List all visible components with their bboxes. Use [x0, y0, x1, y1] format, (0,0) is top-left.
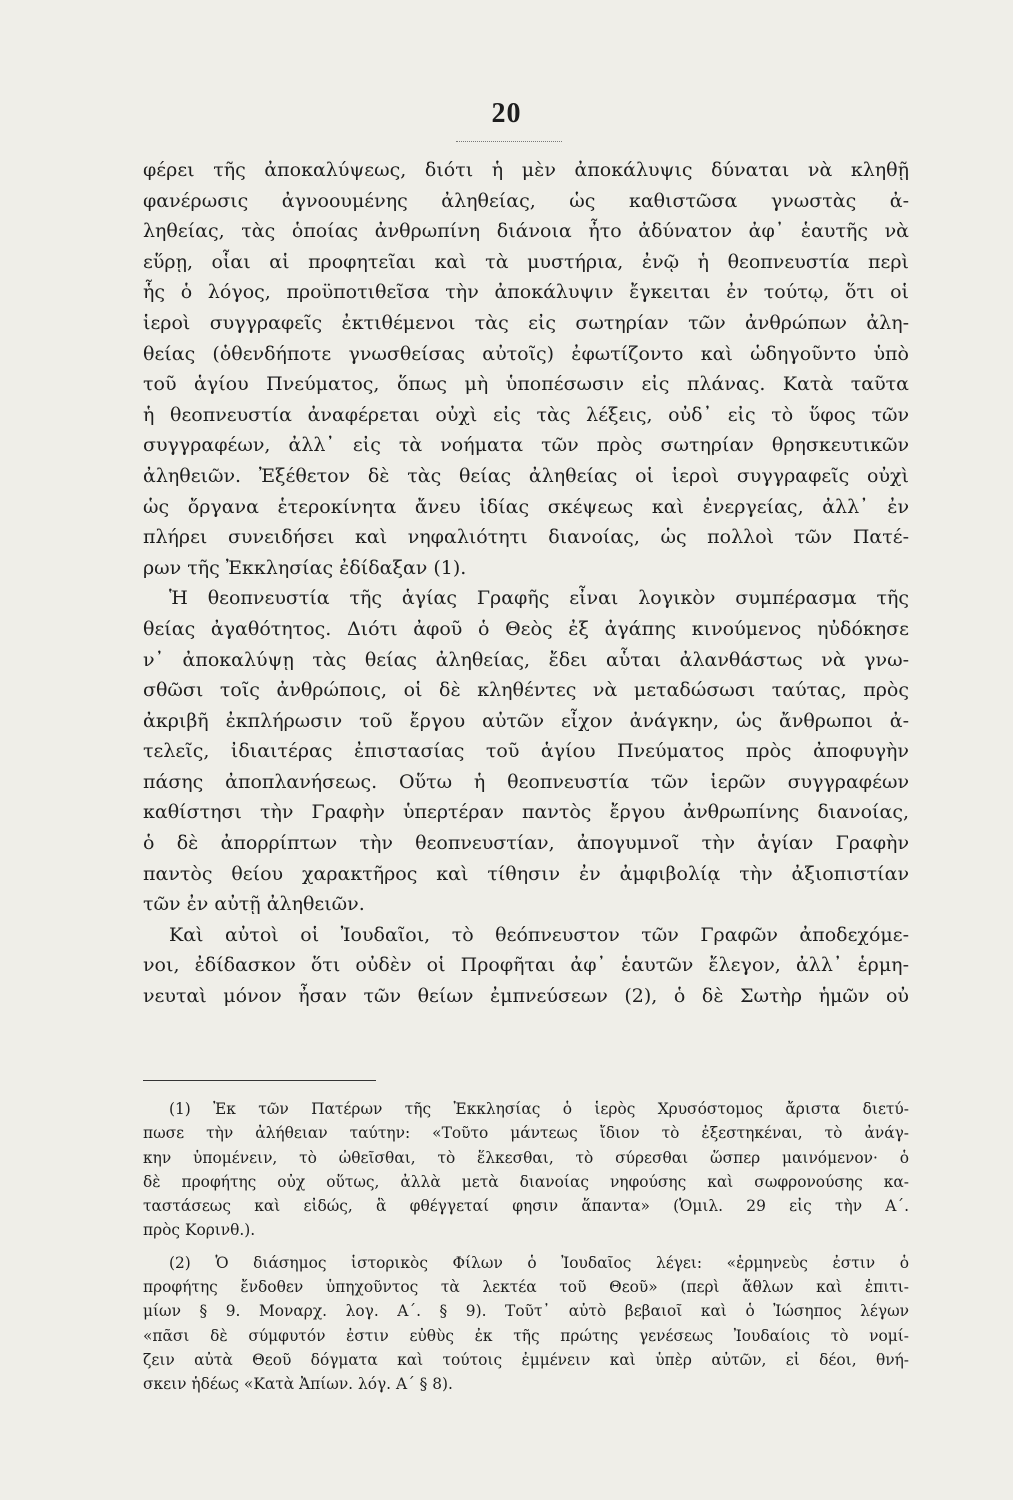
body-line: ὁ δὲ ἀπορρίπτων τὴν θεοπνευστίαν, ἀπογυμνοῖ τὴν ἁγίαν Γραφὴν	[143, 832, 909, 855]
footnote-rule	[143, 1080, 376, 1081]
body-line: πάσης ἀποπλανήσεως. Οὕτω ἡ θεοπνευστία τῶν ἱερῶν συγγραφέων	[143, 770, 909, 793]
body-line: νευταὶ μόνον ἦσαν τῶν θείων ἐμπνεύσεων (2), ὁ δὲ Σωτὴρ ἡμῶν οὐ	[143, 985, 909, 1008]
body-line: σθῶσι τοῖς ἀνθρώποις, οἱ δὲ κληθέντες νὰ μεταδώσωσι ταύτας, πρὸς	[143, 679, 909, 702]
body-line: θείας (ὁθενδήποτε γνωσθείσας αὐτοῖς) ἐφωτίζοντο καὶ ὡδηγοῦντο ὑπὸ	[143, 342, 909, 365]
body-line: ἡ θεοπνευστία ἀναφέρεται οὐχὶ εἰς τὰς λέξεις, οὐδ᾽ εἰς τὸ ὕφος τῶν	[143, 403, 909, 426]
body-line: ὡς ὄργανα ἑτεροκίνητα ἄνευ ἰδίας σκέψεως καὶ ἐνεργείας, ἀλλ᾽ ἐν	[143, 495, 909, 518]
body-line: ἱεροὶ συγγραφεῖς ἐκτιθέμενοι τὰς εἰς σωτηρίαν τῶν ἀνθρώπων ἀλη-	[143, 311, 909, 334]
body-line: Ἡ θεοπνευστία τῆς ἁγίας Γραφῆς εἶναι λογικὸν συμπέρασμα τῆς	[169, 587, 909, 610]
body-line: ἀληθειῶν. Ἐξέθετον δὲ τὰς θείας ἀληθείας οἱ ἱεροὶ συγγραφεῖς οὐχὶ	[143, 464, 909, 487]
footnote-line: ζειν αὐτὰ Θεοῦ δόγματα καὶ τούτοις ἐμμένειν καὶ ὑπὲρ αὐτῶν, εἰ δέοι, θνή-	[143, 1350, 909, 1369]
footnotes	[143, 1097, 909, 1397]
footnote-line: «πᾶσι δὲ σύμφυτόν ἐστιν εὐθὺς ἐκ τῆς πρώτης γενέσεως Ἰουδαίοις τὸ νομί-	[143, 1326, 909, 1345]
page-number: 20	[491, 98, 522, 129]
body-line: θείας ἀγαθότητος. Διότι ἀφοῦ ὁ Θεὸς ἐξ ἀγάπης κινούμενος ηὐδόκησε	[143, 617, 909, 640]
footnote-line: πρὸς Κορινθ.).	[143, 1221, 256, 1240]
footnote-line: (1) Ἐκ τῶν Πατέρων τῆς Ἐκκλησίας ὁ ἱερὸς Χρυσόστομος ἄριστα διετύ-	[169, 1100, 909, 1118]
page-number-rule	[456, 141, 562, 142]
body-line: τοῦ ἁγίου Πνεύματος, ὅπως μὴ ὑποπέσωσιν εἰς πλάνας. Κατὰ ταῦτα	[143, 373, 909, 396]
footnote-line: κην ὑπομένειν, τὸ ὠθεῖσθαι, τὸ ἕλκεσθαι, τὸ σύρεσθαι ὥσπερ μαινόμενον· ὁ	[143, 1148, 909, 1167]
footnote-line: σκειν ἡδέως «Κατὰ Ἀπίων. λόγ. Α΄ § 8).	[143, 1375, 453, 1394]
body-line: φανέρωσις ἀγνοουμένης ἀληθείας, ὡς καθιστῶσα γνωστὰς ἀ-	[143, 189, 909, 212]
footnote-2	[143, 1251, 909, 1397]
footnote-line: (2) Ὁ διάσημος ἱστορικὸς Φίλων ὁ Ἰουδαῖος λέγει: «ἑρμηνεὺς ἐστιν ὁ	[169, 1253, 909, 1272]
body-line: φέρει τῆς ἀποκαλύψεως, διότι ἡ μὲν ἀποκάλυψις δύναται νὰ κληθῇ	[143, 159, 909, 181]
body-line: εὕρῃ, οἷαι αἱ προφητεῖαι καὶ τὰ μυστήρια, ἐνῷ ἡ θεοπνευστία περὶ	[143, 250, 909, 273]
body-line: ρων τῆς Ἐκκλησίας ἐδίδαξαν (1).	[143, 556, 467, 579]
body-line: τελεῖς, ἰδιαιτέρας ἐπιστασίας τοῦ ἁγίου Πνεύματος πρὸς ἀποφυγὴν	[143, 740, 909, 763]
body-line: τῶν ἐν αὐτῇ ἀληθειῶν.	[143, 893, 365, 916]
body-line: νοι, ἐδίδασκον ὅτι οὐδὲν οἱ Προφῆται ἀφ᾽ ἑαυτῶν ἔλεγον, ἀλλ᾽ ἑρμη-	[143, 954, 909, 977]
main-text	[143, 155, 909, 1012]
footnote-line: μίων § 9. Μοναρχ. λογ. Α΄. § 9). Τοῦτ᾽ αὐτὸ βεβαιοῖ καὶ ὁ Ἰώσηπος λέγων	[143, 1302, 909, 1321]
footnote-1	[143, 1097, 909, 1243]
body-line: ν᾽ ἀποκαλύψῃ τὰς θείας ἀληθείας, ἔδει αὗται ἀλανθάστως νὰ γνω-	[143, 648, 909, 671]
body-line: παντὸς θείου χαρακτῆρος καὶ τίθησιν ἐν ἀμφιβολίᾳ τὴν ἀξιοπιστίαν	[143, 862, 909, 885]
footnote-spacer	[143, 1243, 909, 1251]
body-line: Καὶ αὐτοὶ οἱ Ἰουδαῖοι, τὸ θεόπνευστον τῶν Γραφῶν ἀποδεχόμε-	[169, 923, 909, 946]
body-line: ἀκριβῆ ἐκπλήρωσιν τοῦ ἔργου αὐτῶν εἶχον ἀνάγκην, ὡς ἄνθρωποι ἀ-	[143, 709, 909, 732]
body-line: καθίστησι τὴν Γραφὴν ὑπερτέραν παντὸς ἔργου ἀνθρωπίνης διανοίας,	[143, 801, 909, 824]
footnote-line: δὲ προφήτης οὐχ οὕτως, ἀλλὰ μετὰ διανοίας νηφούσης καὶ σωφρονούσης κα-	[143, 1172, 909, 1191]
body-line: ληθείας, τὰς ὁποίας ἀνθρωπίνη διάνοια ἦτο ἀδύνατον ἀφ᾽ ἑαυτῆς νὰ	[143, 220, 909, 243]
footnote-line: πωσε τὴν ἀλήθειαν ταύτην: «Τοῦτο μάντεως ἴδιον τὸ ἐξεστηκέναι, τὸ ἀνάγ-	[143, 1124, 909, 1143]
body-line: συγγραφέων, ἀλλ᾽ εἰς τὰ νοήματα τῶν πρὸς σωτηρίαν θρησκευτικῶν	[143, 434, 909, 457]
footnote-line: ταστάσεως καὶ εἰδώς, ἃ φθέγγεταί φησιν ἅπαντα» (Ὁμιλ. 29 εἰς τὴν Α΄.	[143, 1197, 909, 1216]
body-line: πλήρει συνειδήσει καὶ νηφαλιότητι διανοίας, ὡς πολλοὶ τῶν Πατέ-	[143, 526, 909, 549]
footnote-line: προφήτης ἔνδοθεν ὑπηχοῦντος τὰ λεκτέα τοῦ Θεοῦ» (περὶ ἄθλων καὶ ἐπιτι-	[143, 1278, 909, 1297]
body-line: ἧς ὁ λόγος, προϋποτιθεῖσα τὴν ἀποκάλυψιν ἔγκειται ἐν τούτῳ, ὅτι οἱ	[143, 281, 909, 304]
